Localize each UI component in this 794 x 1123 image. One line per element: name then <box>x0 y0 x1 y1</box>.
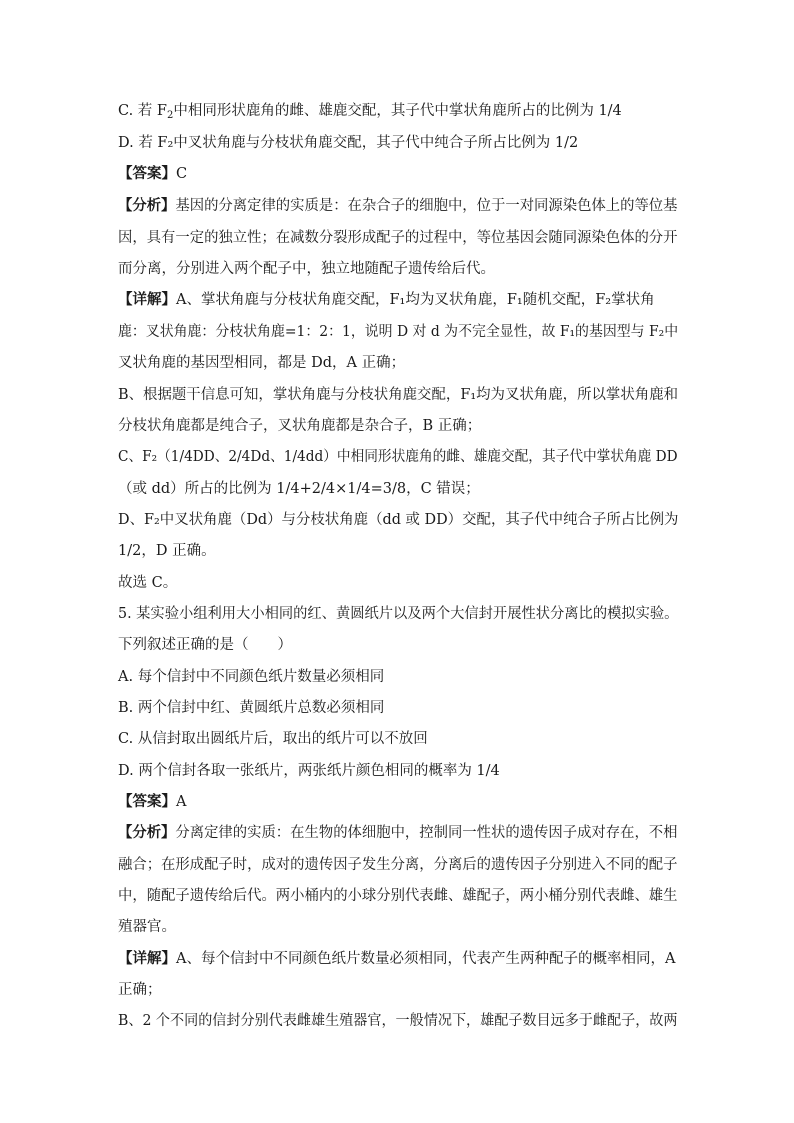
option-line: C. 从信封取出圆纸片后，取出的纸片可以不放回 <box>118 731 428 747</box>
analysis-line: 【分析】基因的分离定律的实质是：在杂合子的细胞中，位于一对同源染色体上的等位基 <box>118 197 678 214</box>
option-line: B. 两个信封中红、黄圆纸片总数必须相同 <box>118 700 385 716</box>
analysis-line: 【分析】分离定律的实质：在生物的体细胞中，控制同一性状的遗传因子成对存在，不相 <box>118 824 678 841</box>
analysis-tag: 【分析】 <box>118 824 176 841</box>
question-line: 下列叙述正确的是（ ） <box>118 637 292 653</box>
answer-line: 【答案】C <box>118 165 188 182</box>
detail-line: 【详解】A、掌状角鹿与分枝状角鹿交配，F₁均为叉状角鹿，F₁随机交配，F₂掌状角 <box>118 291 655 308</box>
answer-tag: 【答案】 <box>118 165 176 182</box>
text-line: C、F₂（1/4DD、2/4Dd、1/4dd）中相同形状鹿角的雌、雄鹿交配，其子代中掌状角鹿 DD <box>118 449 678 465</box>
text-line: D、F₂中叉状角鹿（Dd）与分枝状角鹿（dd 或 DD）交配，其子代中纯合子所占比例为 <box>118 512 679 528</box>
text-line: C. 若 $F_2$中相同形状鹿角的雌、雄鹿交配，其子代中掌状角鹿所占的比例为 1/4 <box>118 103 622 121</box>
text-line: 1/2，D 正确。 <box>118 543 216 559</box>
question-line: 5. 某实验小组利用大小相同的红、黄圆纸片以及两个大信封开展性状分离比的模拟实验。 <box>118 606 679 622</box>
analysis-tag: 【分析】 <box>118 197 176 214</box>
text-line: 而分离，分别进入两个配子中，独立地随配子遗传给后代。 <box>118 261 495 277</box>
text-line: 因，具有一定的独立性；在减数分裂形成配子的过程中，等位基因会随同源染色体的分开 <box>118 230 678 246</box>
text-line: 中，随配子遗传给后代。两小桶内的小球分别代表雌、雄配子，两小桶分别代表雌、雄生 <box>118 888 678 904</box>
text-line: 故选 C。 <box>118 575 178 591</box>
text-line: 叉状角鹿的基因型相同，都是 Dd，A 正确； <box>118 355 406 371</box>
answer-tag: 【答案】 <box>118 793 176 810</box>
text-line: 鹿：叉状角鹿：分枝状角鹿=1：2：1，说明 D 对 d 为不完全显性，故 F₁的基因型与 F₂中 <box>118 324 679 340</box>
detail-line: 【详解】A、每个信封中不同颜色纸片数量必须相同，代表产生两种配子的概率相同，A <box>118 950 676 967</box>
detail-tag: 【详解】 <box>118 950 176 967</box>
text-line: B、根据题干信息可知，掌状角鹿与分枝状角鹿交配，F₁均为叉状角鹿，所以掌状角鹿和 <box>118 387 679 403</box>
option-line: D. 两个信封各取一张纸片，两张纸片颜色相同的概率为 1/4 <box>118 763 500 779</box>
text-line: D. 若 F₂中叉状角鹿与分枝状角鹿交配，其子代中纯合子所占比例为 1/2 <box>118 135 579 151</box>
option-line: A. 每个信封中不同颜色纸片数量必须相同 <box>118 669 385 685</box>
answer-line: 【答案】A <box>118 793 187 810</box>
text-line: 殖器官。 <box>118 919 176 935</box>
text-line: 融合；在形成配子时，成对的遗传因子发生分离，分离后的遗传因子分别进入不同的配子 <box>118 857 678 873</box>
detail-tag: 【详解】 <box>118 291 176 308</box>
text-line: 分枝状角鹿都是纯合子，叉状角鹿都是杂合子，B 正确； <box>118 418 482 434</box>
text-line: 正确； <box>118 982 162 998</box>
text-line: B、2 个不同的信封分别代表雌雄生殖器官，一般情况下，雄配子数目远多于雌配子，故两 <box>118 1013 678 1029</box>
text-line: （或 dd）所占的比例为 1/4+2/4×1/4=3/8，C 错误； <box>118 481 480 497</box>
